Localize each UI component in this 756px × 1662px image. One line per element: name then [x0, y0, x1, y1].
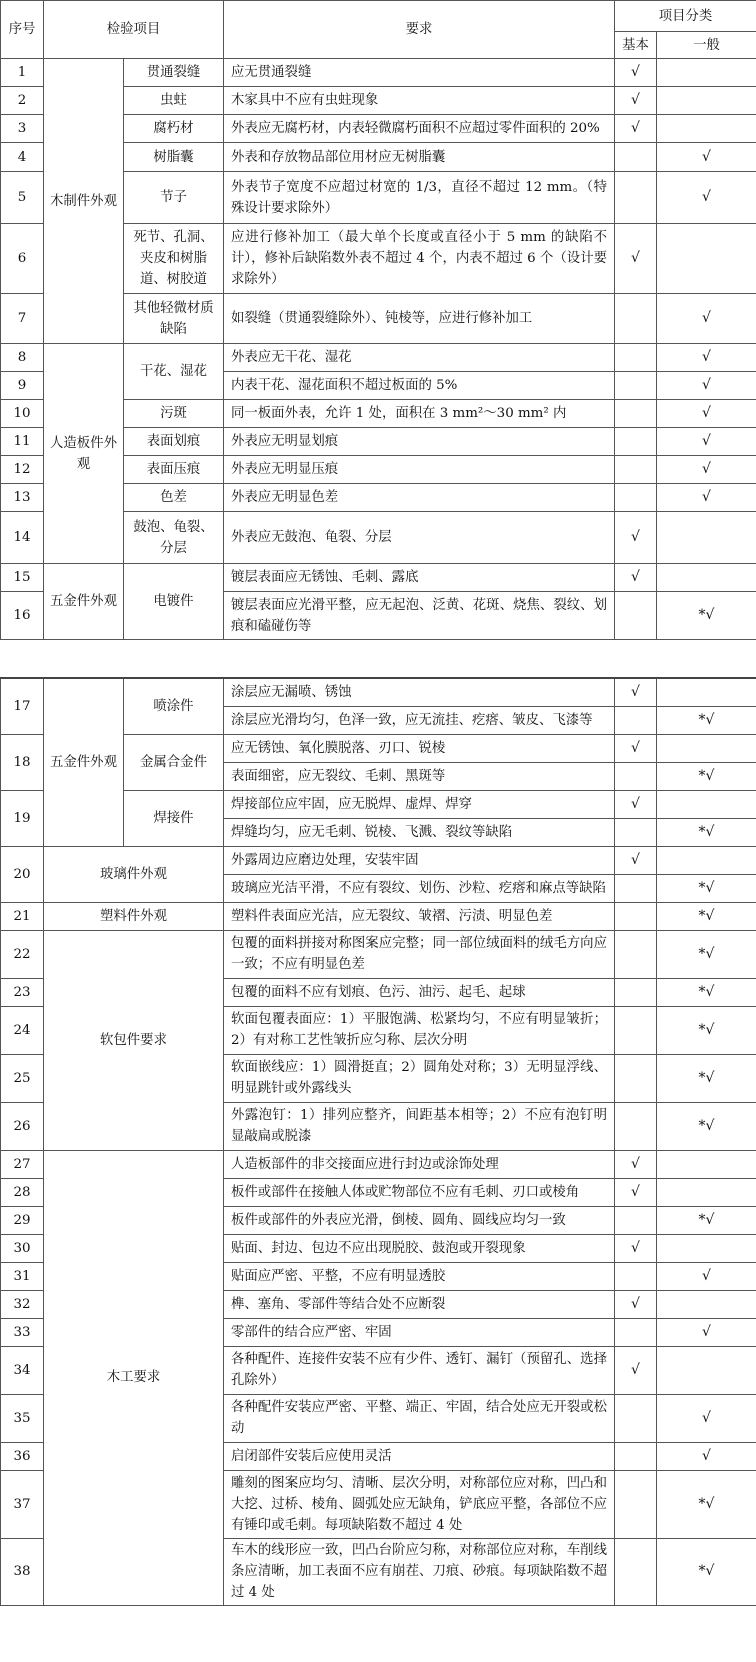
- table-row: 16 镀层表面应光滑平整，应无起泡、泛黄、花斑、烧焦、裂纹、划痕和磕碰伤等 *√: [1, 592, 756, 640]
- table-row: 涂层应光滑均匀，色泽一致，应无流挂、疙瘩、皱皮、飞漆等 *√: [1, 706, 756, 734]
- table-row: 20 玻璃件外观 外露周边应磨边处理，安装牢固 √: [1, 846, 756, 874]
- table-row: 7 其他轻微材质缺陷 如裂缝（贯通裂缝除外）、钝棱等，应进行修补加工 √: [1, 294, 756, 344]
- inspection-table-part-2: [0, 677, 756, 1606]
- table-row: 37 雕刻的图案应均匀、清晰、层次分明，对称部位应对称，凹凸和大挖、过桥、棱角、圆弧处应无缺角，铲底应平整，各部位不应有锤印或毛刺。每项缺陷数不超过 4 处 *√: [1, 1470, 756, 1538]
- table-row: 22 软包件要求 包覆的面料拼接对称图案应完整；同一部位绒面料的绒毛方向应一致；不应有明显色差 *√: [1, 930, 756, 978]
- table-row: 28 板件或部件在接触人体或贮物部位不应有毛刺、刃口或棱角 √: [1, 1178, 756, 1206]
- table-row: 1 木制件外观 贯通裂缝 应无贯通裂缝 √: [1, 59, 756, 87]
- table-row: 21 塑料件外观 塑料件表面应光洁，应无裂纹、皱褶、污渍、明显色差 *√: [1, 902, 756, 930]
- group-label: 塑料件外观: [44, 902, 224, 930]
- table-row: 14 鼓泡、龟裂、分层 外表应无鼓泡、龟裂、分层 √: [1, 512, 756, 564]
- group-label: 木工要求: [44, 1150, 224, 1605]
- group-label: 木制件外观: [44, 59, 124, 344]
- inspection-table-part-1: [0, 0, 756, 640]
- table-row: 15 五金件外观 电镀件 镀层表面应无锈蚀、毛刺、露底 √: [1, 564, 756, 592]
- table-row: 24 软面包覆表面应：1）平服饱满、松紧均匀，不应有明显皱折；2）有对称工艺性皱折应匀称、层次分明 *√: [1, 1006, 756, 1054]
- table-row: 32 榫、塞角、零部件等结合处不应断裂 √: [1, 1290, 756, 1318]
- table-row: 26 外露泡钉：1）排列应整齐，间距基本相等；2）不应有泡钉明显敲扁或脱漆 *√: [1, 1102, 756, 1150]
- table-row: 焊缝均匀，应无毛刺、锐棱、飞溅、裂纹等缺陷 *√: [1, 818, 756, 846]
- header-basic: 基本: [615, 32, 657, 59]
- table-row: 34 各种配件、连接件安装不应有少件、透钉、漏钉（预留孔、选择孔除外） √: [1, 1346, 756, 1394]
- table-row: 12 表面压痕 外表应无明显压痕 √: [1, 456, 756, 484]
- group-label: 五金件外观: [44, 678, 124, 846]
- table-row: 23 包覆的面料不应有划痕、色污、油污、起毛、起球 *√: [1, 978, 756, 1006]
- header-general: 一般: [657, 32, 756, 59]
- table-row: 31 贴面应严密、平整，不应有明显透胶 √: [1, 1262, 756, 1290]
- table-row: 38 车木的线形应一致，凹凸台阶应匀称，对称部位应对称，车削线条应清晰，加工表面不应有崩茬、刀痕、砂痕。每项缺陷数不超过 4 处 *√: [1, 1538, 756, 1605]
- table-row: 19 焊接件 焊接部位应牢固，应无脱焊、虚焊、焊穿 √: [1, 790, 756, 818]
- group-label: 五金件外观: [44, 564, 124, 640]
- table-row: 27 木工要求 人造板部件的非交接面应进行封边或涂饰处理 √: [1, 1150, 756, 1178]
- table-row: 18 金属合金件 应无锈蚀、氧化膜脱落、刃口、锐棱 √: [1, 734, 756, 762]
- header-item: 检验项目: [44, 1, 224, 59]
- table-row: 9 内表干花、湿花面积不超过板面的 5% √: [1, 372, 756, 400]
- group-label: 软包件要求: [44, 930, 224, 1150]
- header-no: 序号: [1, 1, 44, 59]
- table-row: 玻璃应光洁平滑，不应有裂纹、划伤、沙粒、疙瘩和麻点等缺陷 *√: [1, 874, 756, 902]
- table-row: 36 启闭部件安装后应使用灵活 √: [1, 1442, 756, 1470]
- group-label: 人造板件外观: [44, 344, 124, 564]
- table-row: 30 贴面、封边、包边不应出现脱胶、鼓泡或开裂现象 √: [1, 1234, 756, 1262]
- table-row: 33 零部件的结合应严密、牢固 √: [1, 1318, 756, 1346]
- group-label: 玻璃件外观: [44, 846, 224, 902]
- table-row: 3 腐朽材 外表应无腐朽材，内表轻微腐朽面积不应超过零件面积的 20% √: [1, 115, 756, 143]
- table-row: 10 污斑 同一板面外表，允许 1 处，面积在 3 mm²～30 mm² 内 √: [1, 400, 756, 428]
- table-row: 29 板件或部件的外表应光滑，倒棱、圆角、圆线应均匀一致 *√: [1, 1206, 756, 1234]
- header-requirement: 要求: [224, 1, 615, 59]
- table-row: 17 五金件外观 喷涂件 涂层应无漏喷、锈蚀 √: [1, 678, 756, 706]
- table-row: 5 节子 外表节子宽度不应超过材宽的 1/3，直径不超过 12 mm。（特殊设计要求除外） √: [1, 172, 756, 224]
- table-row: 13 色差 外表应无明显色差 √: [1, 484, 756, 512]
- table-row: 35 各种配件安装应严密、平整、端正、牢固，结合处应无开裂或松动 √: [1, 1394, 756, 1442]
- header-classification: 项目分类: [615, 1, 756, 32]
- table-row: 6 死节、孔洞、夹皮和树脂道、树胶道 应进行修补加工（最大单个长度或直径小于 5 mm 的缺陷不计），修补后缺陷数外表不超过 4 个，内表不超过 6 个（设计要求除外） √: [1, 224, 756, 294]
- table-row: 8 人造板件外观 干花、湿花 外表应无干花、湿花 √: [1, 344, 756, 372]
- table-row: 表面细密，应无裂纹、毛刺、黑斑等 *√: [1, 762, 756, 790]
- table-row: 11 表面划痕 外表应无明显划痕 √: [1, 428, 756, 456]
- table-row: 2 虫蛀 木家具中不应有虫蛀现象 √: [1, 87, 756, 115]
- table-row: 25 软面嵌线应：1）圆滑挺直；2）圆角处对称；3）无明显浮线、明显跳针或外露线头 *√: [1, 1054, 756, 1102]
- table-row: 4 树脂囊 外表和存放物品部位用材应无树脂囊 √: [1, 143, 756, 172]
